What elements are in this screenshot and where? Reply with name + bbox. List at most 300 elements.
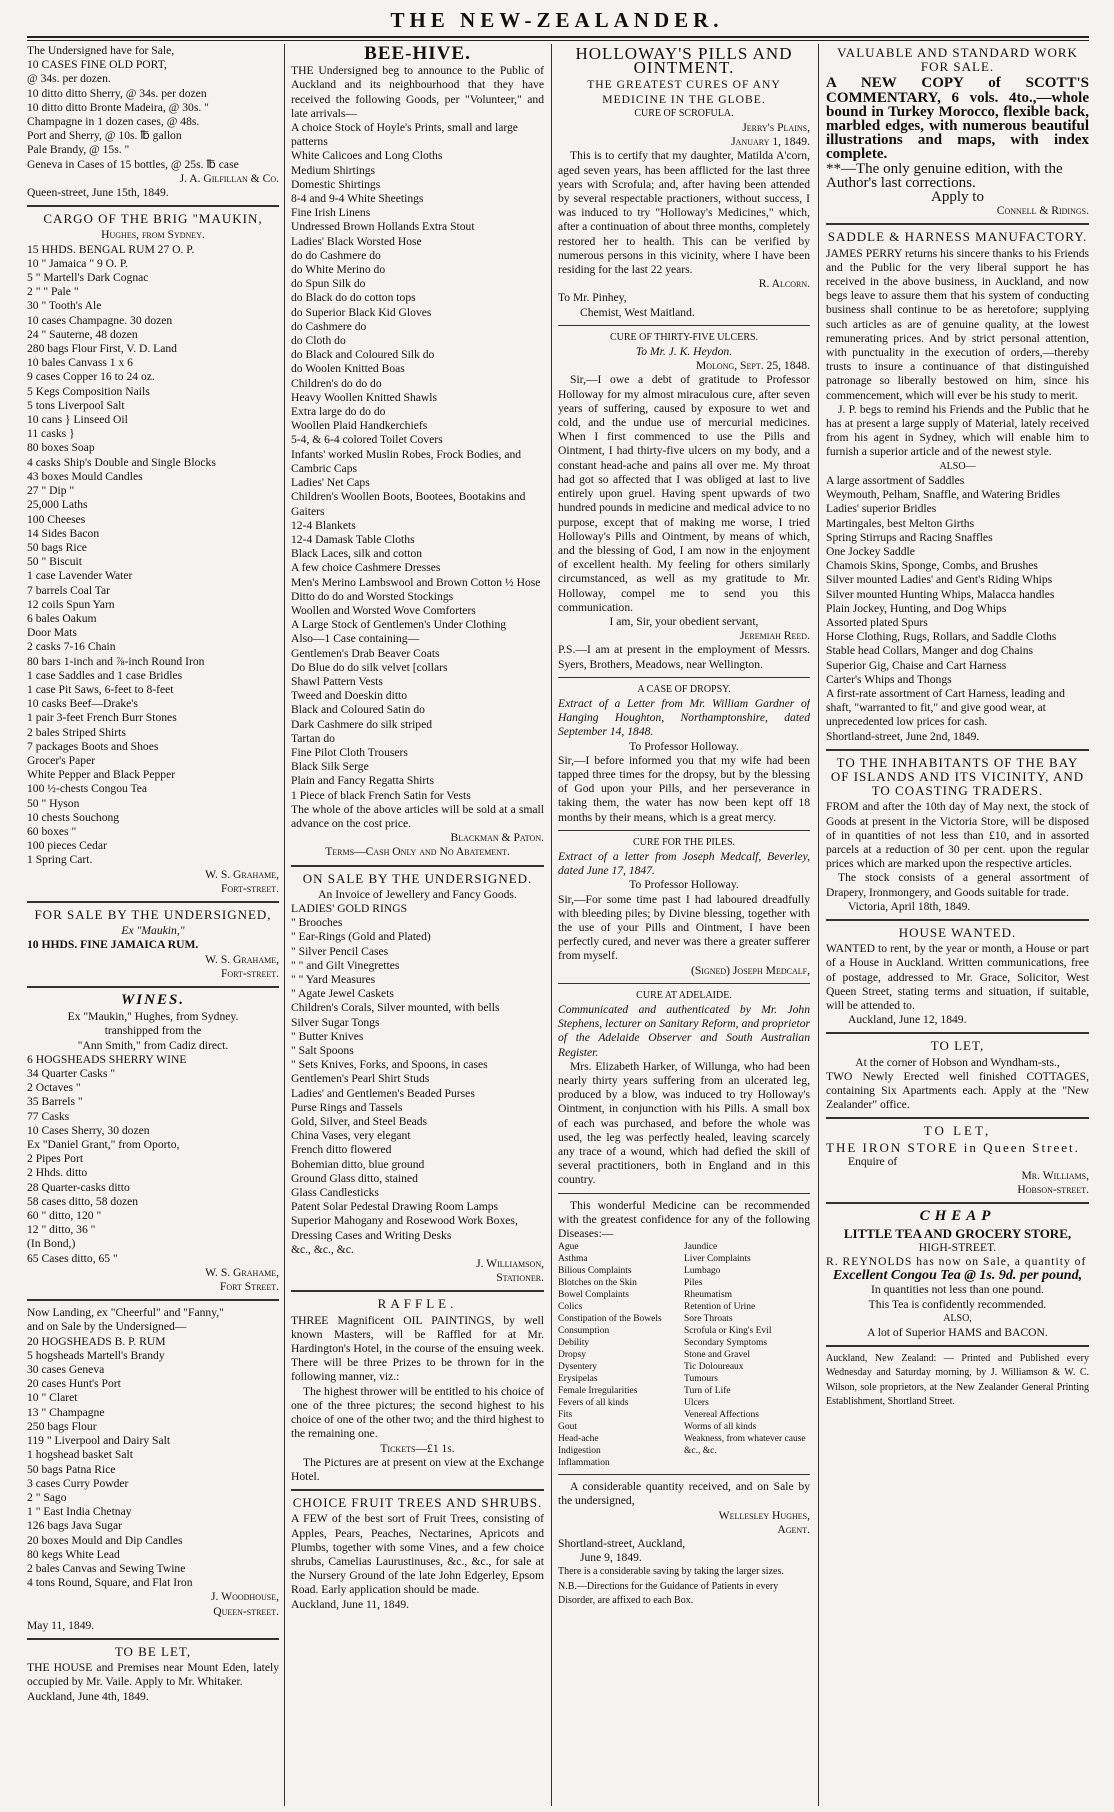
list-item: Pale Brandy, @ 15s. ": [27, 143, 130, 157]
list-item: Plain and Fancy Regatta Shirts: [291, 774, 434, 788]
extract: Extract of a Letter from Mr. William Gardner of Hanging Houghton, Northamptonshire, dated September 14, 1848.: [558, 696, 810, 739]
list-item: 2 Octaves ": [27, 1081, 81, 1095]
list-item: Children's Woollen Boots, Bootees, Bootakins and Gaiters: [291, 490, 526, 518]
ad-body: The Pictures are at present on view at the Exchange Hotel.: [291, 1455, 544, 1483]
note: There is a considerable saving by taking the larger sizes.: [558, 1566, 784, 1578]
list-item: do Woolen Knitted Boas: [291, 362, 405, 376]
diseases-left: [558, 1241, 684, 1469]
ad-heading: FOR SALE BY THE UNDERSIGNED,: [34, 906, 272, 922]
list-item: Venereal Affections: [684, 1410, 760, 1421]
list-item: 60 " ditto, 120 ": [27, 1209, 102, 1223]
list-item: Bohemian ditto, blue ground: [291, 1157, 425, 1171]
list-item: 12 coils Spun Yarn: [27, 597, 115, 611]
list-item: 27 " Dip ": [27, 484, 75, 498]
signature: (Signed) Joseph Medcalf,: [690, 963, 810, 977]
ad-body: A FEW of the best sort of Fruit Trees, consisting of Apples, Pears, Peaches, Nectarines, Apricots and Plumbs, together with some Vines, and a few choice shrubs, Camelias Laurustinuses, &c., &c., for sale at the Nursery Ground of the late John Edgerley, Epsom Road. Early application should be made.: [291, 1512, 544, 1597]
list-item: 100 Cheeses: [27, 512, 86, 526]
list-item: do Black and Coloured Silk do: [291, 348, 435, 362]
list-item: Tic Doloureaux: [684, 1362, 744, 1373]
ad-body: FROM and after the 10th day of May next, the stock of Goods at present in the Victoria Store, will be disposed of in quantities of not less than £10, and in assorted parcels at a reduction of 30 per cent. upon the regular prices which are marked upon the respective articles.: [826, 800, 1089, 871]
list-item: Head-ache: [558, 1434, 599, 1445]
list-item: Ladies' Black Worsted Hose: [291, 234, 422, 248]
list-item: Extra large do do do: [291, 405, 386, 419]
list-item: Dysentery: [558, 1362, 598, 1373]
signature: Wellesley Hughes,: [718, 1508, 810, 1522]
list-item: 58 cases ditto, 58 dozen: [27, 1194, 139, 1208]
list-item: A few choice Cashmere Dresses: [291, 561, 441, 575]
list-item: Scrofula or King's Evil: [684, 1326, 772, 1337]
list-item: 2 " Sago: [27, 1490, 67, 1504]
addressee: To Professor Holloway.: [629, 739, 739, 753]
list-item: 4 casks Ship's Double and Single Blocks: [27, 455, 216, 469]
column-divider: [284, 44, 285, 1806]
ad-cargo-maukin: [27, 212, 279, 896]
ad-signature: W. S. Grahame,: [205, 952, 279, 966]
list-item: Do Blue do do silk velvet [collars: [291, 660, 448, 674]
ad-date: Shortland-street, June 2nd, 1849.: [826, 729, 980, 743]
list-item: Patent Solar Pedestal Drawing Room Lamps: [291, 1200, 499, 1214]
list-item: " Brooches: [291, 916, 343, 930]
holloway-heading: HOLLOWAY'S PILLS AND OINTMENT.: [575, 44, 793, 78]
ad-heading: TO BE LET,: [114, 1643, 192, 1659]
addressee: Chemist, West Maitland.: [580, 305, 695, 319]
ad-heading: CHEAP: [919, 1208, 996, 1225]
list-item: 100 ½-chests Congou Tea: [27, 782, 148, 796]
list-item: Ulcers: [684, 1398, 709, 1409]
list-item: A first-rate assortment of Cart Harness, leading and shaft, "warranted to fit," and give good wear, at unprecedented low prices for cash.: [826, 686, 1065, 729]
list-item: 12-4 Blankets: [291, 518, 356, 532]
ad-also: ALSO—: [939, 460, 976, 472]
list-item: Consumption: [558, 1326, 610, 1337]
list-item: Stone and Gravel: [684, 1350, 750, 1361]
ad-title: Stationer.: [496, 1271, 544, 1285]
list-item: 10 CASES FINE OLD PORT,: [27, 58, 167, 72]
list-item: " Silver Pencil Cases: [291, 944, 389, 958]
list-item: &c., &c.: [684, 1446, 717, 1457]
ad-place: Fort-street.: [220, 966, 279, 980]
list-item: "Ann Smith," from Cadiz direct.: [77, 1038, 229, 1052]
diseases-list-section: [558, 1199, 810, 1608]
list-item: A large assortment of Saddles: [826, 473, 965, 487]
signature: R. Alcorn.: [758, 277, 810, 291]
ad-sub: At the corner of Hobson and Wyndham-sts.,: [855, 1055, 1060, 1069]
list-item: Ditto do do and Worsted Stockings: [291, 589, 454, 603]
list-item: 15 HHDS. BENGAL RUM 27 O. P.: [27, 242, 195, 256]
list-item: 6 HOGSHEADS SHERRY WINE: [27, 1052, 187, 1066]
list-item: LADIES' GOLD RINGS: [291, 901, 408, 915]
list-item: Port and Sherry, @ 10s. ℔ gallon: [27, 129, 182, 143]
ad-note: **—The only genuine edition, with the Author's last corrections.: [826, 160, 1063, 191]
ad-body: THE IRON STORE in Queen Street.: [826, 1139, 1080, 1155]
diseases-right: [684, 1241, 810, 1469]
list-item: Chamois Skins, Sponge, Combs, and Brushes: [826, 559, 1038, 573]
ad-tickets: Tickets—£1 1s.: [380, 1441, 455, 1455]
list-item: 9 cases Copper 16 to 24 oz.: [27, 370, 155, 384]
list-item: Constipation of the Bowels: [558, 1314, 662, 1325]
signature: Jeremiah Reed.: [739, 629, 810, 643]
list-item: Heavy Woollen Knitted Shawls: [291, 390, 438, 404]
testimonial-adelaide: [558, 989, 810, 1188]
ad-tea-price: Excellent Congou Tea @ 1s. 9d. per pound,: [832, 1268, 1083, 1284]
ad-jewellery: [291, 872, 544, 1286]
column-4: [826, 44, 1089, 1804]
ad-body: J. P. begs to remind his Friends and the Public that he has at present a large supply of Material, lately received from his agent in Sydney, which will enable him to furnish a superior article and of the newest style.: [826, 402, 1089, 459]
ad-lines: [27, 44, 279, 172]
ad-date: May 11, 1849.: [27, 1618, 95, 1632]
list-item: 119 " Liverpool and Dairy Salt: [27, 1434, 171, 1448]
close: I am, Sir, your obedient servant,: [609, 614, 759, 628]
list-item: Shawl Pattern Vests: [291, 674, 383, 688]
list-item: Bilious Complaints: [558, 1266, 632, 1277]
list-item: 60 boxes ": [27, 824, 77, 838]
list-item: 20 HOGSHEADS B. P. RUM: [27, 1334, 166, 1348]
ad-body: A NEW COPY of SCOTT'S COMMENTARY, 6 vols. 4to.,—whole bound in Turkey Morocco, flexible back, marbled edges, with numerous beautiful illustrations and maps, with index complete.: [826, 75, 1089, 163]
ad-sub: An Invoice of Jewellery and Fancy Goods.: [318, 887, 517, 901]
list-item: Indigestion: [558, 1446, 601, 1457]
ad-sub: HIGH-STREET.: [918, 1240, 997, 1254]
list-item: 28 Quarter-casks ditto: [27, 1180, 130, 1194]
list-item: 50 " Biscuit: [27, 555, 82, 569]
list-item: Ladies' superior Bridles: [826, 502, 937, 516]
ad-subheading: Hughes, from Sydney.: [101, 228, 205, 242]
testimonial-dropsy: [558, 683, 810, 825]
addressee: To Mr. Pinhey,: [558, 291, 627, 305]
ad-heading: CARGO OF THE BRIG "MAUKIN,: [43, 211, 263, 227]
ad-heading: TO THE INHABITANTS OF THE BAY OF ISLANDS AND ITS VICINITY, AND TO COASTING TRADERS.: [830, 754, 1085, 799]
list-item: do Cloth do: [291, 334, 346, 348]
list-item: Inflammation: [558, 1458, 610, 1469]
ad-body: THE HOUSE and Premises near Mount Eden, lately occupied by Mr. Vaile. Apply to Mr. Whitaker.: [27, 1661, 279, 1689]
date: January 1, 1849.: [731, 135, 810, 149]
ad-port-wine: [27, 44, 279, 200]
ad-heading: ON SALE BY THE UNDERSIGNED.: [302, 870, 533, 886]
ad-heading: TO LET,: [923, 1123, 992, 1139]
list-item: 10 ditto ditto Bronte Madeira, @ 30s. ": [27, 100, 209, 114]
ad-closing: The whole of the above articles will be sold at a small advance on the cost price.: [291, 802, 544, 830]
list-item: Plain Jockey, Hunting, and Dog Whips: [826, 601, 1007, 615]
ad-date: Auckland, June 4th, 1849.: [27, 1689, 149, 1703]
list-item: Liver Complaints: [684, 1254, 751, 1265]
list-item: Glass Candlesticks: [291, 1186, 379, 1200]
list-item: Worms of all kinds: [684, 1422, 757, 1433]
list-item: Door Mats: [27, 626, 77, 640]
ad-wines: [27, 993, 279, 1294]
list-item: Horse Clothing, Rugs, Rollars, and Saddle Cloths: [826, 630, 1057, 644]
list-item: Secondary Symptoms: [684, 1338, 768, 1349]
list-item: 14 Sides Bacon: [27, 526, 100, 540]
list-item: 13 " Champagne: [27, 1405, 105, 1419]
list-item: Woollen and Worsted Wove Comforters: [291, 603, 476, 617]
list-item: Superior Gig, Chaise and Cart Harness: [826, 658, 1007, 672]
ad-body: THREE Magnificent OIL PAINTINGS, by well known Masters, will be Raffled for at Mr. Hardington's Hotel, in the course of the ensuing week. There will be three Prizes to be thrown for in the following manner, viz.:: [291, 1313, 544, 1384]
list-item: Superior Mahogany and Rosewood Work Boxes, Dressing Cases and Writing Desks: [291, 1214, 518, 1242]
ad-signature: W. S. Grahame,: [205, 867, 279, 881]
list-item: Silver Sugar Tongs: [291, 1015, 380, 1029]
list-item: Grocer's Paper: [27, 753, 96, 767]
ad-heading: SADDLE & HARNESS MANUFACTORY.: [827, 229, 1088, 245]
list-item: and on Sale by the Undersigned—: [27, 1320, 187, 1334]
list-item: Black Laces, silk and cotton: [291, 547, 423, 561]
list-item: Weymouth, Pelham, Snaffle, and Watering Bridles: [826, 488, 1061, 502]
list-item: 80 boxes Soap: [27, 441, 95, 455]
ad-date: Queen-street, June 15th, 1849.: [27, 186, 169, 200]
list-item: do Spun Silk do: [291, 277, 366, 291]
list-item: Silver mounted Hunting Whips, Malacca handles: [826, 587, 1055, 601]
ad-heading: VALUABLE AND STANDARD WORK FOR SALE.: [837, 45, 1078, 75]
testimonial-scrofula: [558, 107, 810, 320]
column-2: [291, 44, 544, 1804]
section-title: A CASE OF DROPSY.: [637, 683, 731, 695]
date: Shortland-street, Auckland,: [558, 1537, 686, 1551]
list-item: 5 " Martell's Dark Cognac: [27, 271, 149, 285]
list-item: 3 cases Curry Powder: [27, 1476, 129, 1490]
ad-body: The highest thrower will be entitled to his choice of one of the three pictures; the second highest to his choice of one of the other two; and the third highest to the remaining one.: [291, 1384, 544, 1441]
list-item: 10 Cases Sherry, 30 dozen: [27, 1123, 150, 1137]
column-divider: [818, 44, 819, 1806]
postscript: P.S.—I am at present in the employment of Messrs. Syers, Brothers, Meadows, near Wellington.: [558, 643, 810, 671]
ad-signature: Connell & Ridings.: [996, 204, 1089, 218]
list-item: 30 cases Geneva: [27, 1363, 105, 1377]
list-item: Female Irregularities: [558, 1386, 638, 1397]
list-item: 43 boxes Mould Candles: [27, 469, 143, 483]
list-item: 2 Hhds. ditto: [27, 1166, 88, 1180]
list-item: White Pepper and Black Pepper: [27, 768, 176, 782]
ad-date: Auckland, June 12, 1849.: [848, 1013, 967, 1027]
list-item: Lumbago: [684, 1266, 721, 1277]
masthead-rule: [27, 36, 1089, 38]
section-title: CURE FOR THE PILES.: [632, 836, 736, 848]
list-item: do Cashmere do: [291, 319, 367, 333]
ad-iron-store: [826, 1124, 1089, 1197]
list-item: 5 Kegs Composition Nails: [27, 384, 150, 398]
section-title: CURE OF THIRTY-FIVE ULCERS.: [609, 331, 759, 343]
ad-place: Fort Street.: [219, 1280, 279, 1294]
list-item: 50 " Hyson: [27, 796, 80, 810]
list-item: Gentlemen's Pearl Shirt Studs: [291, 1072, 430, 1086]
list-item: Bowel Complaints: [558, 1290, 629, 1301]
ad-lines: [291, 121, 544, 803]
list-item: 5-4, & 6-4 colored Toilet Covers: [291, 433, 443, 447]
ad-scotts-commentary: [826, 46, 1089, 218]
list-item: 20 cases Hunt's Port: [27, 1377, 121, 1391]
list-item: Fine Pilot Cloth Trousers: [291, 745, 408, 759]
list-item: Now Landing, ex "Cheerful" and "Fanny,": [27, 1306, 224, 1320]
body: Mrs. Elizabeth Harker, of Willunga, who had been nearly thirty years suffering from an ulcerated leg, produced by a blow, was induced to try Holloway's Ointment, in conjunction with his Pills. A small box of each was purchased, and before the whole was used, the leg was perfectly healed, leaving scarcely any trace of a wound, which had defied the skill of several practitioners, both in England and in this country.: [558, 1059, 810, 1187]
list-item: 1 Piece of black French Satin for Vests: [291, 788, 471, 802]
list-item: Weakness, from whatever cause: [684, 1434, 806, 1445]
list-item: 1 " East India Chetnay: [27, 1505, 132, 1519]
ad-body: TWO Newly Erected well finished COTTAGES, containing Six Apartments each. Apply at the "New Zealander" office.: [826, 1069, 1089, 1112]
ad-bay-of-islands: [826, 756, 1089, 914]
ad-cottages-to-let: [826, 1039, 1089, 1112]
ad-signature: J. Williamson,: [476, 1257, 544, 1271]
list-item: Men's Merino Lambswool and Brown Cotton ½ Hose: [291, 575, 541, 589]
ad-lines: [27, 1053, 279, 1266]
list-item: French ditto flowered: [291, 1143, 392, 1157]
list-item: Fits: [558, 1410, 573, 1421]
list-item: Carter's Whips and Thongs: [826, 672, 952, 686]
holloway-intro: THE GREATEST CURES OF ANY MEDICINE IN THE GLOBE.: [587, 78, 781, 106]
list-item: Retention of Urine: [684, 1302, 756, 1313]
ad-heading: CHOICE FRUIT TREES AND SHRUBS.: [292, 1495, 543, 1511]
list-item: 10 cans } Linseed Oil: [27, 413, 128, 427]
list-item: Dropsy: [558, 1350, 586, 1361]
list-item: 5 tons Liverpool Salt: [27, 398, 125, 412]
ad-lines: [27, 1335, 279, 1591]
list-item: 30 " Tooth's Ale: [27, 299, 102, 313]
list-item: Stable head Collars, Manger and dog Chains: [826, 644, 1034, 658]
list-item: Purse Rings and Tassels: [291, 1100, 403, 1114]
ad-date: Auckland, June 11, 1849.: [291, 1597, 410, 1611]
list-item: Ague: [558, 1242, 579, 1253]
ad-saddle-harness: [826, 230, 1089, 743]
list-item: Tartan do: [291, 731, 335, 745]
ad-signature: J. A. Gilfillan & Co.: [179, 171, 279, 185]
diseases-list: [558, 1241, 810, 1469]
ad-heading: LITTLE TEA AND GROCERY STORE,: [843, 1225, 1072, 1241]
list-item: Gentlemen's Drab Beaver Coats: [291, 646, 440, 660]
list-item: 7 packages Boots and Shoes: [27, 739, 159, 753]
column-1: [27, 44, 279, 1804]
list-item: 77 Casks: [27, 1109, 70, 1123]
list-item: Black Silk Serge: [291, 760, 369, 774]
list-item: 12 " ditto, 36 ": [27, 1223, 96, 1237]
list-item: &c., &c., &c.: [291, 1242, 354, 1256]
list-item: " Ear-Rings (Gold and Plated): [291, 930, 431, 944]
list-item: 2 bales Canvas and Sewing Twine: [27, 1561, 186, 1575]
list-item: Undressed Brown Hollands Extra Stout: [291, 220, 475, 234]
list-item: Geneva in Cases of 15 bottles, @ 25s. ℔ case: [27, 157, 239, 171]
list-item: do do Cashmere do: [291, 248, 381, 262]
ad-signature: J. Woodhouse,: [211, 1590, 279, 1604]
column-divider: [551, 44, 552, 1806]
list-item: Debility: [558, 1338, 590, 1349]
list-item: Silver mounted Ladies' and Gent's Riding Whips: [826, 573, 1053, 587]
list-item: Fevers of all kinds: [558, 1398, 629, 1409]
list-item: " Agate Jewel Caskets: [291, 987, 394, 1001]
note: N.B.—Directions for the Guidance of Patients in every Disorder, are affixed to each Box.: [558, 1580, 779, 1606]
section-title: CURE OF SCROFULA.: [634, 107, 734, 119]
after: A considerable quantity received, and on Sale by the undersigned,: [558, 1480, 810, 1508]
list-item: Gout: [558, 1422, 577, 1433]
ad-lines: [826, 474, 1089, 730]
list-item: 1 hogshead basket Salt: [27, 1448, 133, 1462]
ad-apply: Apply to: [931, 189, 984, 206]
list-item: Rheumatism: [684, 1290, 733, 1301]
ad-body: A lot of Superior HAMS and BACON.: [867, 1326, 1048, 1340]
list-item: Fine Irish Linens: [291, 206, 371, 220]
list-item: Assorted plated Spurs: [826, 615, 928, 629]
list-item: A Large Stock of Gentlemen's Under Clothing: [291, 618, 507, 632]
list-item: 24 " Sauterne, 48 dozen: [27, 327, 138, 341]
ad-lines: [27, 243, 279, 868]
body: Sir,—For some time past I had laboured dreadfully with bleeding piles; by Divine blessing, together with the use of your Pills and Ointment, I have been perfectly cured, and never was there a greater sufferer from myself.: [558, 892, 810, 963]
list-item: 10 " Claret: [27, 1391, 78, 1405]
list-item: White Calicoes and Long Cloths: [291, 149, 443, 163]
list-item: 2 Pipes Port: [27, 1152, 84, 1166]
ad-signature: W. S. Grahame,: [205, 1265, 279, 1279]
list-item: 10 bales Canvass 1 x 6: [27, 356, 133, 370]
list-item: Asthma: [558, 1254, 588, 1265]
list-item: Jaundice: [684, 1242, 718, 1253]
list-item: 10 ditto ditto Sherry, @ 34s. per dozen: [27, 86, 207, 100]
list-item: Infants' worked Muslin Robes, Frock Bodies, and Cambric Caps: [291, 447, 522, 475]
ad-date: Victoria, April 18th, 1849.: [848, 899, 971, 913]
ad-tea-store: [826, 1209, 1089, 1340]
list-item: Piles: [684, 1278, 703, 1289]
list-item: Children's Corals, Silver mounted, with bells: [291, 1001, 500, 1015]
list-item: Martingales, best Melton Girths: [826, 516, 975, 530]
ad-house-wanted: [826, 926, 1089, 1027]
list-item: 11 casks }: [27, 427, 75, 441]
testimonial-ulcers: [558, 331, 810, 672]
agent-title: Agent.: [777, 1522, 810, 1536]
list-item: Gold, Silver, and Steel Beads: [291, 1115, 428, 1129]
ad-body: In quantities not less than one pound.: [871, 1283, 1044, 1297]
ad-place: Queen-street.: [213, 1604, 279, 1618]
ad-sub: Ex "Maukin,": [121, 924, 185, 938]
ad-heading: BEE-HIVE.: [364, 44, 471, 64]
list-item: " Sets Knives, Forks, and Spoons, in cases: [291, 1058, 488, 1072]
list-item: transhipped from the: [104, 1024, 202, 1038]
list-item: Sore Throats: [684, 1314, 733, 1325]
list-item: Ground Glass ditto, stained: [291, 1171, 418, 1185]
list-item: " " Yard Measures: [291, 973, 376, 986]
list-item: Colics: [558, 1302, 583, 1313]
list-item: (In Bond,): [27, 1237, 76, 1251]
list-item: The Undersigned have for Sale,: [27, 44, 175, 57]
list-item: 100 pieces Cedar: [27, 839, 107, 853]
section-title: CURE AT ADELAIDE.: [636, 989, 732, 1001]
list-item: 2 bales Striped Shirts: [27, 725, 126, 739]
masthead: THE NEW-ZEALANDER.: [390, 8, 724, 32]
ad-terms: Terms—Cash Only and No Abatement.: [325, 845, 510, 859]
list-item: " Butter Knives: [291, 1029, 364, 1043]
extract: Communicated and authenticated by Mr. John Stephens, lecturer on Sanitary Reform, and proprietor of the Adelaide Observer and South Australian Register.: [558, 1003, 810, 1059]
ad-bee-hive: [291, 44, 544, 860]
list-item: Black and Coloured Satin do: [291, 703, 425, 717]
body: Sir,—I before informed you that my wife had been tapped three times for the dropsy, but by the blessing of God upon your Pills, and her perseverance in taking them, the water has now been kept off 18 months by their means, which is a great mercy.: [558, 753, 810, 824]
list-item: 7 barrels Coal Tar: [27, 583, 111, 597]
list-item: 5 hogsheads Martell's Brandy: [27, 1348, 165, 1362]
date: Molong, Sept. 25, 1848.: [695, 359, 810, 373]
list-item: 50 bags Patna Rice: [27, 1462, 116, 1476]
list-item: A choice Stock of Hoyle's Prints, small and large patterns: [291, 121, 518, 149]
ad-heading: HOUSE WANTED.: [898, 924, 1017, 940]
imprint: Auckland, New Zealand: — Printed and Published every Wednesday and Saturday morning, by J. Williamson & W. C. Wilson, sole proprietors, at the New Zealander General Printing Establishment, Shortland Street.: [826, 1353, 1089, 1407]
list-item: 6 bales Oakum: [27, 611, 97, 625]
list-item: do White Merino do: [291, 263, 386, 277]
list-item: Champagne in 1 dozen cases, @ 48s.: [27, 115, 200, 129]
list-item: 2 " " Pale ": [27, 285, 79, 299]
addressee: To Mr. J. K. Heydon.: [635, 345, 733, 359]
list-item: 10 cases Champagne. 30 dozen: [27, 313, 173, 327]
list-item: 8-4 and 9-4 White Sheetings: [291, 192, 424, 206]
body: This is to certify that my daughter, Matilda A'corn, aged seven years, has been afflicted for the last three years with Scrofula; and, after having been attended by several respectable practioners, without success, I was induced to try "Holloway's Medicines," which, after a continuation of about three months, completely restored her to health. This can be verified by numerous persons in this vicinity, where I have been residing for the last 22 years.: [558, 149, 810, 277]
body: Sir,—I owe a debt of gratitude to Professor Holloway for my almost miraculous cure, after seven years of suffering, caused by exposure to wet and cold, and the undue use of mercurial medicines. When I first commenced to use the Pills and Ointment, I had thirty-five ulcers on my body, and a constant head-ache and pains all over me. My throat had got so affected that I was obliged at last to live entirely upon gruel. Having spent upwards of two hundred pounds in medicine and medical advice to no purpose, except that of making me worse, I tried Holloway's Pills and Ointment, by means of which, and the blessing of God, I am now in the enjoyment of excellent health. My feeling for others similarly circumstanced, as well as my gratitude to Mr. Holloway, compel me to send you this communication.: [558, 373, 810, 614]
ad-intro: [27, 1306, 279, 1334]
list-item: 25,000 Laths: [27, 498, 88, 512]
list-item: Dark Cashmere do silk striped: [291, 717, 433, 731]
addressee: To Professor Holloway.: [629, 878, 739, 892]
list-item: Ex "Daniel Grant," from Oporto,: [27, 1138, 180, 1152]
list-item: One Jockey Saddle: [826, 544, 915, 558]
ad-place: Fort-street.: [220, 881, 279, 895]
ad-lines: [291, 902, 544, 1257]
list-item: do Black do do cotton tops: [291, 291, 416, 305]
list-item: 50 bags Rice: [27, 540, 87, 554]
list-item: 1 case Saddles and 1 case Bridles: [27, 668, 183, 682]
